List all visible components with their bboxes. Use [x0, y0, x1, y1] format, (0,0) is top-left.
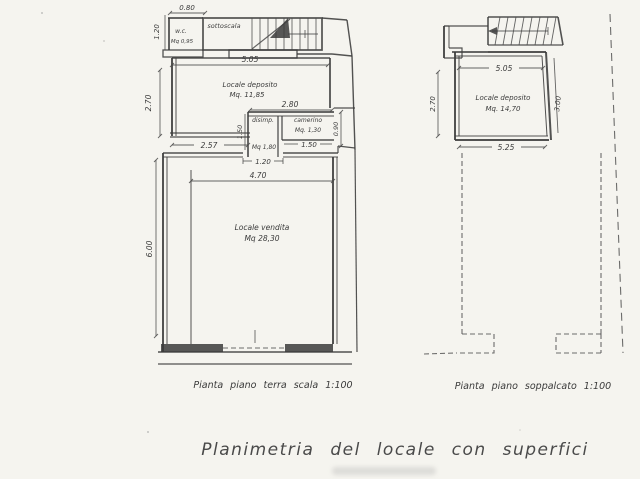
label-disimp: disimp. — [252, 117, 274, 124]
label-sottoscala: sottoscala — [207, 22, 241, 30]
label-wc-area: Mq 0,95 — [170, 39, 194, 45]
dim-door-width: 1.20 — [255, 158, 271, 166]
dim-deposito-bottom: 2.57 — [200, 141, 218, 150]
stair-treads-mezzanine — [492, 17, 556, 45]
label-mezz-deposito-area: Mq. 14,70 — [485, 105, 521, 113]
label-deposito-area: Mq. 11,85 — [229, 91, 265, 99]
staircase-mezzanine — [488, 17, 563, 52]
mezzanine-plan — [424, 14, 623, 392]
mezzanine-caption: Pianta piano soppalcato 1:100 — [454, 381, 612, 392]
mezzanine-left-top-wall — [444, 26, 488, 58]
label-deposito: Locale deposito — [222, 81, 278, 89]
dim-vendita-top: 4.70 — [249, 171, 267, 180]
storefront-pier-right — [285, 344, 333, 352]
stair-arrow-fill — [270, 18, 290, 38]
dim-mezz-right: 3.00 — [553, 95, 563, 112]
dim-mezz-left: 2.70 — [429, 96, 437, 112]
ground-floor-plan — [144, 4, 357, 391]
dim-deposito-left: 2.70 — [144, 94, 153, 112]
dim-wc-left: 1.20 — [153, 24, 161, 40]
dim-camerino-bottom: 1.50 — [301, 141, 317, 149]
dim-inner-top: 2.80 — [281, 100, 299, 109]
dim-wc-top: 0.80 — [179, 4, 195, 12]
dim-top-width: 5.05 — [241, 55, 259, 64]
ground-outline-dashed — [424, 14, 623, 354]
label-mezz-deposito: Locale deposito — [475, 94, 531, 102]
vendita-room — [158, 150, 357, 364]
main-caption: Planimetria del locale con superfici — [201, 440, 589, 460]
wc-room-walls — [163, 18, 203, 57]
dim-vendita-left: 6.00 — [145, 240, 154, 258]
label-vendita-area: Mq 28,30 — [244, 234, 280, 243]
label-wc: w.c. — [175, 28, 187, 35]
dim-disimp-left: 1.50 — [236, 124, 244, 140]
stair-landing — [229, 50, 297, 58]
label-camerino-area: Mq. 1,30 — [294, 127, 322, 134]
label-camerino: camerino — [293, 117, 323, 124]
label-vendita: Locale vendita — [234, 223, 290, 232]
dim-mezz-bottom: 5.25 — [497, 143, 515, 152]
faded-text-smudge — [332, 467, 436, 475]
stair-direction-arrow — [488, 27, 497, 35]
ground-floor-caption: Pianta piano terra scala 1:100 — [193, 380, 353, 391]
dim-right-niche: 0.90 — [332, 121, 340, 137]
storefront-pier-left — [161, 344, 223, 352]
label-disimp-area: Mq 1,80 — [251, 144, 277, 151]
dim-mezz-top-width: 5.05 — [495, 64, 513, 73]
